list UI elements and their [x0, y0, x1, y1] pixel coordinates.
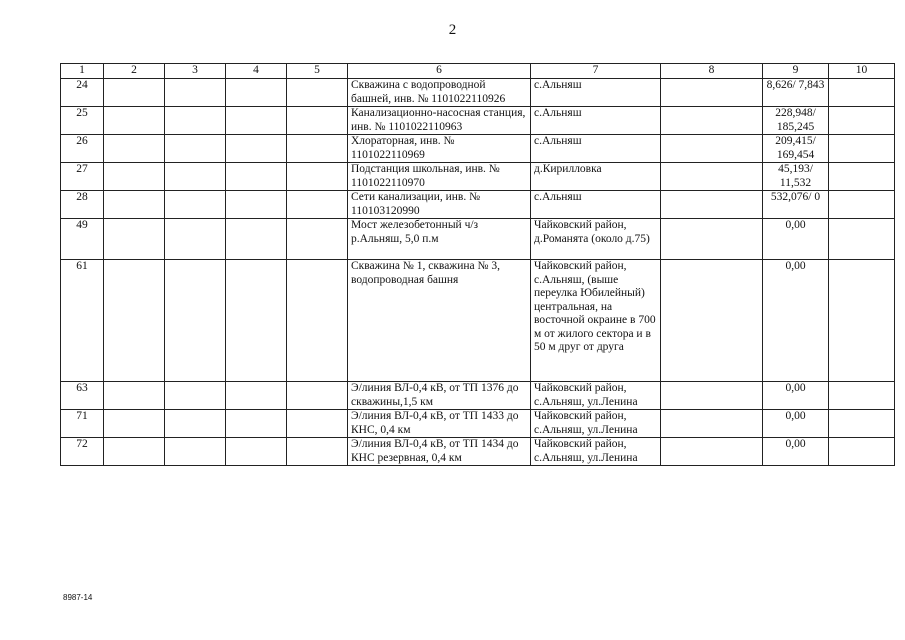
empty-cell — [287, 135, 348, 163]
value-cell: 228,948/ 185,245 — [763, 107, 829, 135]
column-header: 5 — [287, 64, 348, 79]
empty-cell — [226, 163, 287, 191]
empty-cell — [226, 135, 287, 163]
empty-cell — [829, 163, 895, 191]
empty-cell — [226, 107, 287, 135]
empty-cell — [165, 438, 226, 466]
empty-cell — [829, 260, 895, 382]
address-cell: Чайковский район, с.Альняш, (выше переулка Юбилейный) центральная, на восточной окраине в 700 м от жилого сектора и в 50 м друг от друга — [531, 260, 661, 382]
empty-cell — [226, 410, 287, 438]
address-cell: Чайковский район, с.Альняш, ул.Ленина — [531, 382, 661, 410]
value-cell: 0,00 — [763, 260, 829, 382]
row-number-cell: 61 — [61, 260, 104, 382]
empty-cell — [661, 260, 763, 382]
empty-cell — [287, 382, 348, 410]
empty-cell — [226, 79, 287, 107]
empty-cell — [287, 410, 348, 438]
empty-cell — [829, 107, 895, 135]
empty-cell — [165, 191, 226, 219]
row-number-cell: 63 — [61, 382, 104, 410]
empty-cell — [104, 191, 165, 219]
empty-cell — [661, 79, 763, 107]
empty-cell — [165, 163, 226, 191]
empty-cell — [661, 219, 763, 260]
empty-cell — [104, 135, 165, 163]
empty-cell — [287, 191, 348, 219]
empty-cell — [287, 438, 348, 466]
object-name-cell: Скважина с водопроводной башней, инв. № 1101022110926 — [348, 79, 531, 107]
property-table — [60, 63, 895, 466]
object-name-cell: Хлораторная, инв. № 1101022110969 — [348, 135, 531, 163]
object-name-cell: Скважина № 1, скважина № 3, водопроводная башня — [348, 260, 531, 382]
object-name-cell: Э/линия ВЛ-0,4 кВ, от ТП 1434 до КНС резервная, 0,4 км — [348, 438, 531, 466]
row-number-cell: 27 — [61, 163, 104, 191]
empty-cell — [661, 410, 763, 438]
row-number-cell: 26 — [61, 135, 104, 163]
object-name-cell: Мост железобетонный ч/з р.Альняш, 5,0 п.м — [348, 219, 531, 260]
empty-cell — [661, 107, 763, 135]
empty-cell — [226, 382, 287, 410]
value-cell: 45,193/ 11,532 — [763, 163, 829, 191]
empty-cell — [226, 438, 287, 466]
value-cell: 0,00 — [763, 219, 829, 260]
row-number-cell: 71 — [61, 410, 104, 438]
empty-cell — [829, 135, 895, 163]
empty-cell — [104, 107, 165, 135]
empty-cell — [287, 163, 348, 191]
table-row — [61, 438, 895, 466]
address-cell: Чайковский район, с.Альняш, ул.Ленина — [531, 438, 661, 466]
document-code: 8987-14 — [63, 593, 93, 602]
object-name-cell: Подстанция школьная, инв. № 1101022110970 — [348, 163, 531, 191]
row-number-cell: 28 — [61, 191, 104, 219]
table-row — [61, 163, 895, 191]
address-cell: с.Альняш — [531, 79, 661, 107]
empty-cell — [226, 191, 287, 219]
row-number-cell: 72 — [61, 438, 104, 466]
address-cell: д.Кирилловка — [531, 163, 661, 191]
object-name-cell: Сети канализации, инв. № 110103120990 — [348, 191, 531, 219]
empty-cell — [661, 191, 763, 219]
empty-cell — [104, 260, 165, 382]
empty-cell — [165, 219, 226, 260]
row-number-cell: 24 — [61, 79, 104, 107]
empty-cell — [104, 438, 165, 466]
empty-cell — [165, 107, 226, 135]
value-cell: 209,415/ 169,454 — [763, 135, 829, 163]
column-header: 9 — [763, 64, 829, 79]
empty-cell — [829, 438, 895, 466]
table-header-row — [61, 64, 895, 79]
empty-cell — [287, 107, 348, 135]
table-row — [61, 107, 895, 135]
page-number: 2 — [448, 22, 457, 38]
empty-cell — [287, 79, 348, 107]
column-header: 6 — [348, 64, 531, 79]
table-row — [61, 191, 895, 219]
empty-cell — [104, 219, 165, 260]
address-cell: с.Альняш — [531, 135, 661, 163]
table-row — [61, 260, 895, 382]
value-cell: 532,076/ 0 — [763, 191, 829, 219]
table-row — [61, 410, 895, 438]
column-header: 8 — [661, 64, 763, 79]
address-cell: Чайковский район, д.Романята (около д.75) — [531, 219, 661, 260]
value-cell: 0,00 — [763, 382, 829, 410]
column-header: 2 — [104, 64, 165, 79]
row-number-cell: 49 — [61, 219, 104, 260]
empty-cell — [104, 79, 165, 107]
empty-cell — [165, 382, 226, 410]
empty-cell — [165, 79, 226, 107]
value-cell: 0,00 — [763, 438, 829, 466]
empty-cell — [287, 219, 348, 260]
table-row — [61, 382, 895, 410]
value-cell: 0,00 — [763, 410, 829, 438]
object-name-cell: Э/линия ВЛ-0,4 кВ, от ТП 1376 до скважины,1,5 км — [348, 382, 531, 410]
column-header: 7 — [531, 64, 661, 79]
empty-cell — [661, 163, 763, 191]
empty-cell — [829, 382, 895, 410]
object-name-cell: Э/линия ВЛ-0,4 кВ, от ТП 1433 до КНС, 0,4 км — [348, 410, 531, 438]
column-header: 4 — [226, 64, 287, 79]
empty-cell — [287, 260, 348, 382]
empty-cell — [661, 438, 763, 466]
column-header: 10 — [829, 64, 895, 79]
empty-cell — [226, 260, 287, 382]
column-header: 1 — [61, 64, 104, 79]
address-cell: Чайковский район, с.Альняш, ул.Ленина — [531, 410, 661, 438]
empty-cell — [165, 260, 226, 382]
empty-cell — [226, 219, 287, 260]
empty-cell — [165, 135, 226, 163]
empty-cell — [661, 382, 763, 410]
empty-cell — [829, 219, 895, 260]
table-row — [61, 135, 895, 163]
empty-cell — [104, 410, 165, 438]
empty-cell — [829, 191, 895, 219]
object-name-cell: Канализационно-насосная станция, инв. № 1101022110963 — [348, 107, 531, 135]
empty-cell — [165, 410, 226, 438]
empty-cell — [104, 382, 165, 410]
value-cell: 8,626/ 7,843 — [763, 79, 829, 107]
address-cell: с.Альняш — [531, 191, 661, 219]
column-header: 3 — [165, 64, 226, 79]
address-cell: с.Альняш — [531, 107, 661, 135]
table-row — [61, 79, 895, 107]
empty-cell — [829, 410, 895, 438]
empty-cell — [829, 79, 895, 107]
row-number-cell: 25 — [61, 107, 104, 135]
empty-cell — [104, 163, 165, 191]
table-row — [61, 219, 895, 260]
empty-cell — [661, 135, 763, 163]
